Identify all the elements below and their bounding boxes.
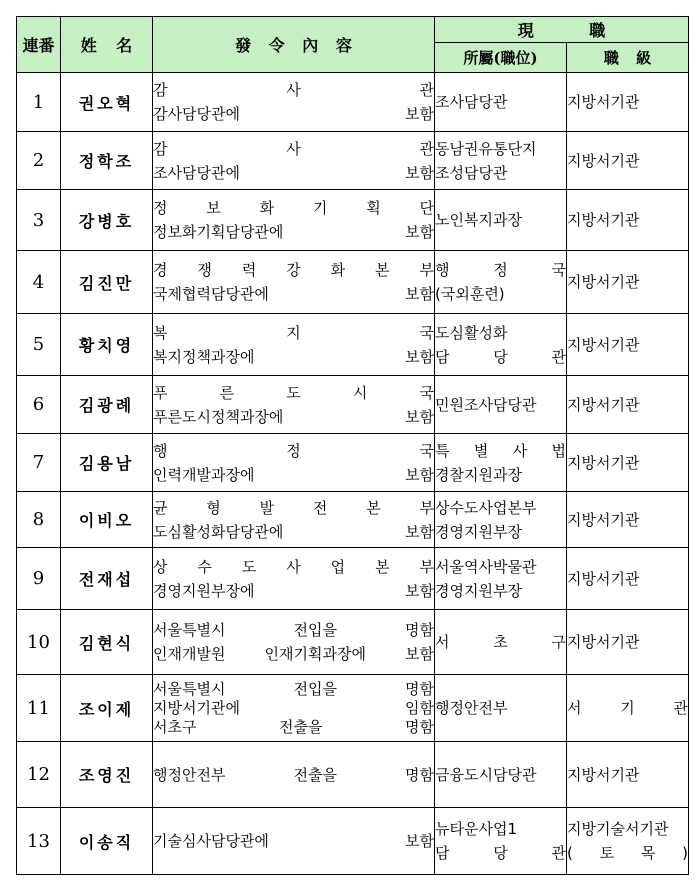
person-name: 조이제 [61, 675, 153, 742]
order-content [153, 742, 435, 808]
order-content [153, 73, 435, 132]
current-grade [567, 675, 689, 742]
current-grade-line: 지방서기관 [567, 395, 640, 414]
order-content-line: 푸른도시정책과장에 보함 [153, 407, 434, 426]
current-dept [435, 190, 567, 251]
current-grade [567, 190, 689, 251]
header-seq: 連番 [17, 17, 61, 73]
current-dept [435, 675, 567, 742]
current-grade-line: 지방서기관 [567, 510, 640, 529]
current-dept-line: 경영지원부장 [435, 522, 522, 541]
order-content [153, 132, 435, 190]
current-dept-line: 담 당 관 [435, 844, 566, 862]
current-dept-line: 동남권유통단지 [435, 139, 537, 158]
order-content [153, 190, 435, 251]
person-name: 김용남 [61, 434, 153, 492]
table-row [17, 675, 689, 742]
order-content-line: 상 수 도 사 업 본 부 [153, 557, 434, 576]
order-content-line: 정 보 화 기 획 단 [153, 199, 434, 217]
person-name: 조영진 [61, 742, 153, 808]
order-content [153, 376, 435, 434]
order-content-line: 인력개발과장에 보함 [153, 465, 434, 484]
table-row [17, 73, 689, 132]
row-number: 9 [17, 548, 61, 610]
current-grade [567, 610, 689, 675]
person-name: 강병호 [61, 190, 153, 251]
order-content [153, 675, 435, 742]
current-grade-line: 지방서기관 [567, 151, 640, 170]
current-grade-line: 지방서기관 [567, 765, 640, 784]
current-dept-line: 뉴타운사업1 [435, 820, 517, 838]
order-content [153, 251, 435, 314]
row-number: 12 [17, 742, 61, 808]
current-dept-line: 금융도시담당관 [435, 765, 537, 784]
current-dept [435, 376, 567, 434]
current-dept [435, 314, 567, 376]
order-content [153, 492, 435, 548]
current-grade [567, 434, 689, 492]
order-content-line: 지방서기관에 임함 [153, 698, 434, 717]
table-row [17, 314, 689, 376]
current-dept [435, 548, 567, 610]
current-grade [567, 73, 689, 132]
row-number: 3 [17, 190, 61, 251]
header-current-label: 現 職 [517, 21, 606, 40]
person-name: 김광례 [61, 376, 153, 434]
order-content-line: 기술심사담당관에 보함 [153, 832, 434, 850]
current-grade-line: 지방서기관 [567, 569, 640, 588]
person-name: 이비오 [61, 492, 153, 548]
current-dept [435, 808, 567, 875]
current-dept-line: 조성담당관 [435, 163, 508, 182]
current-dept [435, 251, 567, 314]
table-row [17, 548, 689, 610]
person-name: 김현식 [61, 610, 153, 675]
order-content-line: 행정안전부 전출을 명함 [153, 765, 434, 784]
current-grade [567, 742, 689, 808]
order-content [153, 434, 435, 492]
row-number: 7 [17, 434, 61, 492]
current-grade [567, 376, 689, 434]
order-content [153, 808, 435, 875]
table-row [17, 434, 689, 492]
table-row [17, 190, 689, 251]
table-row [17, 376, 689, 434]
order-content-line: 서초구 전출을 명함 [153, 717, 434, 736]
order-content-line: 인재개발원 인재기획과장에 보함 [153, 645, 434, 663]
header-grade-label: 職 級 [603, 49, 652, 67]
current-grade-line: ( 토 목 ) [567, 844, 689, 862]
person-name: 이송직 [61, 808, 153, 875]
current-dept-line: 상수도사업본부 [435, 498, 537, 517]
order-content [153, 610, 435, 675]
current-dept-line: 행 정 국 [435, 261, 566, 279]
order-content-line: 감사담당관에 보함 [153, 105, 434, 123]
header-name-label: 姓 名 [80, 36, 133, 55]
header-name [61, 17, 153, 73]
order-content [153, 548, 435, 610]
current-grade-line: 지방서기관 [567, 633, 640, 651]
table-row [17, 492, 689, 548]
current-dept-line: 담 당 관 [435, 347, 566, 366]
current-dept [435, 132, 567, 190]
header-current [435, 17, 689, 43]
person-name: 김진만 [61, 251, 153, 314]
person-name: 정학조 [61, 132, 153, 190]
current-grade [567, 314, 689, 376]
order-content-line: 조사담당관에 보함 [153, 163, 434, 182]
current-grade-line: 지방서기관 [567, 335, 640, 354]
current-grade-line: 서 기 관 [567, 699, 689, 717]
table-row [17, 132, 689, 190]
order-content [153, 314, 435, 376]
person-name: 황치영 [61, 314, 153, 376]
current-grade [567, 808, 689, 875]
order-content-line: 경영지원부장에 보함 [153, 581, 434, 600]
table-row [17, 808, 689, 875]
current-dept [435, 434, 567, 492]
current-dept [435, 742, 567, 808]
order-content-line: 복 지 국 [153, 323, 434, 342]
person-name: 전재섭 [61, 548, 153, 610]
order-content-line: 정보화기획담당관에 보함 [153, 223, 434, 241]
current-dept-line: 경찰지원과장 [435, 465, 522, 484]
table-row [17, 251, 689, 314]
order-content-line: 도심활성화담당관에 보함 [153, 522, 434, 541]
row-number: 13 [17, 808, 61, 875]
current-dept-line: 민원조사담당관 [435, 395, 537, 414]
header-dept: 所屬(職位) [435, 43, 567, 73]
table-body [17, 73, 689, 875]
order-content-line: 감 사 관 [153, 81, 434, 99]
person-name: 권오혁 [61, 73, 153, 132]
current-grade-line: 지방서기관 [567, 211, 640, 229]
row-number: 6 [17, 376, 61, 434]
row-number: 11 [17, 675, 61, 742]
order-content-line: 서울특별시 전입을 명함 [153, 621, 434, 639]
row-number: 2 [17, 132, 61, 190]
row-number: 8 [17, 492, 61, 548]
order-content-line: 균 형 발 전 본 부 [153, 498, 434, 517]
order-content-line: 행 정 국 [153, 441, 434, 460]
current-dept-line: 서울역사박물관 [435, 557, 537, 576]
current-dept-line: 서 초 구 [435, 633, 566, 651]
current-dept [435, 492, 567, 548]
order-content-line: 국제협력담당관에 보함 [153, 285, 434, 303]
current-dept [435, 610, 567, 675]
current-grade [567, 548, 689, 610]
appointment-table [16, 16, 689, 875]
row-number: 10 [17, 610, 61, 675]
current-grade [567, 132, 689, 190]
order-content-line: 복지정책과장에 보함 [153, 347, 434, 366]
current-dept-line: 행정안전부 [435, 699, 508, 717]
table-header [17, 17, 689, 73]
table-row [17, 742, 689, 808]
current-dept-line: 노인복지과장 [435, 211, 522, 229]
current-grade-line: 지방기술서기관 [567, 820, 669, 838]
current-grade [567, 251, 689, 314]
current-dept-line: (국외훈련) [435, 285, 505, 303]
order-content-line: 서울특별시 전입을 명함 [153, 679, 434, 698]
row-number: 5 [17, 314, 61, 376]
row-number: 1 [17, 73, 61, 132]
current-grade [567, 492, 689, 548]
order-content-line: 감 사 관 [153, 139, 434, 158]
current-dept-line: 경영지원부장 [435, 581, 522, 600]
order-content-line: 푸 른 도 시 국 [153, 383, 434, 402]
current-dept-line: 도심활성화 [435, 323, 508, 342]
current-grade-line: 지방서기관 [567, 453, 640, 472]
header-grade [567, 43, 689, 73]
order-content-line: 경 쟁 력 강 화 본 부 [153, 261, 434, 279]
row-number: 4 [17, 251, 61, 314]
current-dept-line: 조사담당관 [435, 93, 508, 111]
current-dept [435, 73, 567, 132]
current-grade-line: 지방서기관 [567, 93, 640, 111]
table-row [17, 610, 689, 675]
header-order [153, 17, 435, 73]
header-order-label: 發 令 內 容 [235, 36, 352, 55]
current-dept-line: 특 별 사 법 [435, 441, 566, 460]
current-grade-line: 지방서기관 [567, 273, 640, 291]
